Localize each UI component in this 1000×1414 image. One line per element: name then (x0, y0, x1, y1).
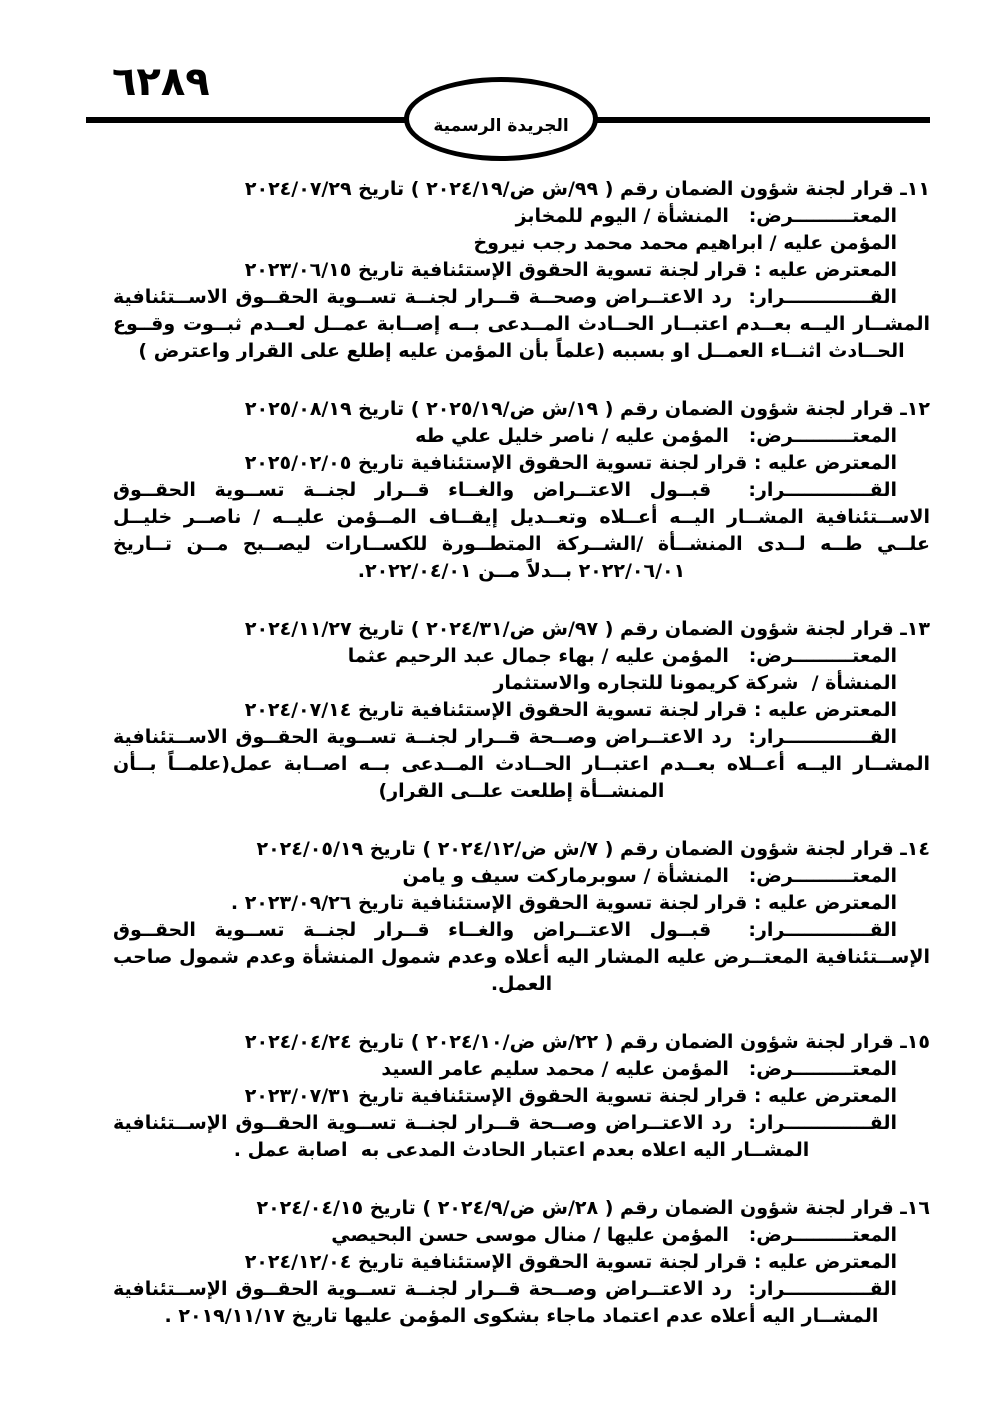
decision-item (113, 396, 930, 585)
decision-heading: ١٦ـ قرار لجنة شؤون الضمان رقم ( ٢٨/ش ض/٢٠٢٤/٩ ) تاريخ ٢٠٢٤/٠٤/١٥ (256, 1197, 930, 1219)
decision-details (113, 203, 930, 284)
decision-details (113, 643, 930, 724)
decision-detail-line: المعتـــــــــرض: المؤمن عليها / منال موسى حسن البحيصي (331, 1224, 897, 1246)
decision-item (113, 176, 930, 365)
decision-item (113, 616, 930, 805)
decision-item (113, 1029, 930, 1164)
decision-detail-line: المنشأة / شركة كريمونا للتجاره والاستثمار (493, 672, 897, 694)
decision-item (113, 1195, 930, 1330)
decision-detail-line: المعتـــــــــرض: المؤمن عليه / ناصر خليل علي طه (415, 425, 897, 447)
decision-heading: ١٣ـ قرار لجنة شؤون الضمان رقم ( ٩٧/ش ض/٢٠٢٤/٣١ ) تاريخ ٢٠٢٤/١١/٢٧ (244, 618, 930, 640)
decision-detail-line: المعتـــــــــرض: المنشأة / اليوم للمخابز (515, 205, 897, 227)
decision-details (113, 863, 930, 917)
decision-ruling: القـــــــــــــرار: رد الاعتــراض وصــحة قــرار لجنــة تســوية الحقــوق الاســتئنافية المشــار اليــه أعــلاه بعــدم اعتبــار الحــادث المــدعى بــه اصــابة عمل(علمــاً بــأن المنشــأة إطلعت علــى القرار) (113, 726, 930, 802)
decision-detail-line: المعترض عليه : قرار لجنة تسوية الحقوق الإستئنافية تاريخ ٢٠٢٣/٠٦/١٥ (244, 259, 897, 281)
gazette-title: الجريدة الرسمية (433, 116, 569, 136)
decision-detail-line: المعترض عليه : قرار لجنة تسوية الحقوق الإستئنافية تاريخ ٢٠٢٥/٠٢/٠٥ (244, 452, 897, 474)
decision-ruling: القـــــــــــــرار: رد الاعتــراض وصحــة قــرار لجنــة تســوية الحقــوق الاســتئنافية المشــار اليــه بعــدم اعتبــار الحــادث المــدعى بــه إصــابة عمــل لعــدم ثبــوت وقــوع الحــادث اثنــاء العمــل او بسببه (علماً بأن المؤمن عليه إطلع على القرار واعترض ) (113, 286, 930, 362)
decision-details (113, 423, 930, 477)
decision-ruling: القـــــــــــــرار: رد الاعتــراض وصــحة قــرار لجنــة تســوية الحقــوق الإســتئنافية المشــار اليه اعلاه بعدم اعتبار الحادث المدعى به اصابة عمل . (113, 1112, 897, 1161)
decision-detail-line: المعترض عليه : قرار لجنة تسوية الحقوق الإستئنافية تاريخ ٢٠٢٣/٠٧/٣١ (244, 1085, 897, 1107)
decisions-list (113, 176, 930, 1361)
decision-heading: ١٢ـ قرار لجنة شؤون الضمان رقم ( ١٩/ش ض/٢٠٢٥/١٩ ) تاريخ ٢٠٢٥/٠٨/١٩ (244, 398, 930, 420)
decision-detail-line: المعتـــــــــرض: المؤمن عليه / بهاء جمال عبد الرحيم عثما (347, 645, 897, 667)
decision-heading: ١٥ـ قرار لجنة شؤون الضمان رقم ( ٢٢/ش ض/٢٠٢٤/١٠ ) تاريخ ٢٠٢٤/٠٤/٢٤ (244, 1031, 930, 1053)
decision-details (113, 1222, 930, 1276)
gazette-title-badge (404, 77, 598, 161)
decision-item (113, 836, 930, 998)
decision-heading: ١١ـ قرار لجنة شؤون الضمان رقم ( ٩٩/ش ض/٢٠٢٤/١٩ ) تاريخ ٢٠٢٤/٠٧/٢٩ (244, 178, 930, 200)
decision-detail-line: المعترض عليه : قرار لجنة تسوية الحقوق الإستئنافية تاريخ ٢٠٢٣/٠٩/٢٦ . (230, 892, 897, 914)
decision-detail-line: المعترض عليه : قرار لجنة تسوية الحقوق الإستئنافية تاريخ ٢٠٢٤/١٢/٠٤ (244, 1251, 897, 1273)
decision-ruling: القـــــــــــــرار: قبــول الاعتــراض والغــاء قــرار لجنــة تســوية الحقــوق الاســتئنافية المشــار اليــه أعــلاه وتعــديل إيقــاف المــؤمن عليــه / ناصــر خليــل علــي طــه لــدى المنشــأة /الشــركة المتطــورة للكســارات ليصــبح مــن تــاريخ ٢٠٢٢/٠٦/٠١ بــدلاً مــن ٢٠٢٢/٠٤/٠١. (113, 479, 930, 582)
decision-detail-line: المعترض عليه : قرار لجنة تسوية الحقوق الإستئنافية تاريخ ٢٠٢٤/٠٧/١٤ (244, 699, 897, 721)
decision-heading: ١٤ـ قرار لجنة شؤون الضمان رقم ( ٧/ش ض/٢٠٢٤/١٢ ) تاريخ ٢٠٢٤/٠٥/١٩ (256, 838, 930, 860)
decision-detail-line: المعتـــــــــرض: المنشأة / سوبرماركت سيف و يامن (402, 865, 897, 887)
decision-detail-line: المؤمن عليه / ابراهيم محمد محمد رجب نيروخ (473, 232, 897, 254)
decision-detail-line: المعتـــــــــرض: المؤمن عليه / محمد سليم عامر السيد (381, 1058, 897, 1080)
page-number: ٦٢٨٩ (112, 59, 210, 105)
decision-details (113, 1056, 930, 1110)
decision-ruling: القـــــــــــــرار: قبــول الاعتــراض والغــاء قــرار لجنــة تســوية الحقــوق الإســتئنافية المعتــرض عليه المشار اليه أعلاه وعدم شمول المنشأة وعدم شمول صاحب العمل. (113, 919, 930, 995)
decision-ruling: القـــــــــــــرار: رد الاعتــراض وصــحة قــرار لجنــة تســوية الحقــوق الإســتئنافية المشــار اليه أعلاه عدم اعتماد ماجاء بشكوى المؤمن عليها تاريخ ٢٠١٩/١١/١٧ . (113, 1278, 897, 1327)
